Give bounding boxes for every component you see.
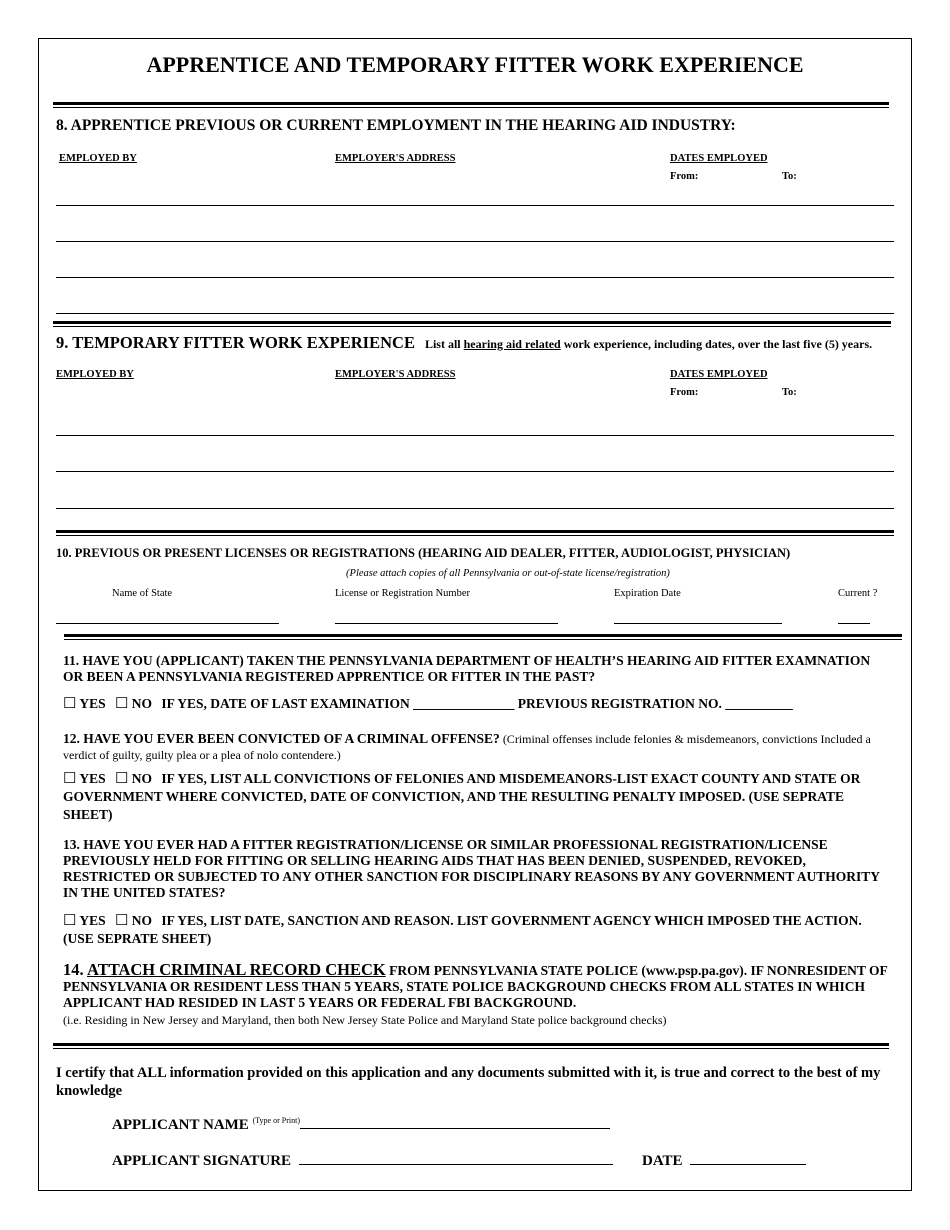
- section9-instruction-post: work experience, including dates, over the last five (5) years.: [560, 337, 873, 351]
- q14-heading: ATTACH CRIMINAL RECORD CHECK: [87, 960, 386, 979]
- applicant-name-field[interactable]: [300, 1116, 610, 1129]
- q13-yes-checkbox[interactable]: ☐: [63, 913, 77, 929]
- section9-col-address: EMPLOYER'S ADDRESS: [335, 369, 456, 380]
- applicant-signature-row: [112, 1152, 613, 1170]
- q11-yes-label: YES: [79, 696, 106, 711]
- q11-exam-date-field[interactable]: _______________: [413, 696, 515, 711]
- section-divider: [53, 321, 891, 327]
- section8-entry-line-3[interactable]: [56, 277, 894, 278]
- applicant-signature-field[interactable]: [299, 1152, 613, 1165]
- applicant-name-sublabel: (Type or Print): [252, 1116, 300, 1125]
- section9-col-employed-by: EMPLOYED BY: [56, 369, 134, 380]
- section9-entry-line-1[interactable]: [56, 435, 894, 436]
- section8-to-label: To:: [782, 171, 797, 182]
- q11-answer-row: [63, 694, 793, 713]
- section-divider: [53, 102, 889, 108]
- section9-to-label: To:: [782, 387, 797, 398]
- applicant-signature-label: APPLICANT SIGNATURE: [112, 1153, 292, 1169]
- date-field[interactable]: [690, 1152, 806, 1165]
- q11-no-checkbox[interactable]: ☐: [114, 696, 129, 712]
- section8-entry-line-2[interactable]: [56, 241, 894, 242]
- section10-col-current: Current ?: [838, 588, 878, 599]
- section-divider: [56, 530, 894, 536]
- q13-answer-row: [63, 912, 888, 948]
- q11-question: 11. HAVE YOU (APPLICANT) TAKEN THE PENNSYLVANIA DEPARTMENT OF HEALTH’S HEARING AID FITTER EXAMNATION OR BEEN A PENNSYLVANIA REGISTERED APPRENTICE OR FITTER IN THE PAST?: [63, 653, 871, 684]
- certification-statement: I certify that ALL information provided on this application and any documents submitted with it, is true and correct to the best of my knowledge: [56, 1065, 881, 1099]
- expiration-entry-line[interactable]: [614, 623, 782, 624]
- section8-col-dates: DATES EMPLOYED: [670, 153, 768, 164]
- q11-yes-checkbox[interactable]: ☐: [63, 696, 77, 712]
- section9-col-dates: DATES EMPLOYED: [670, 369, 768, 380]
- section10-col-license: License or Registration Number: [335, 588, 471, 599]
- section8-entry-line-1[interactable]: [56, 205, 894, 206]
- date-row: [642, 1152, 806, 1170]
- section9-heading: 9. TEMPORARY FITTER WORK EXPERIENCE: [56, 333, 415, 352]
- q11-prev-reg-field[interactable]: __________: [725, 696, 793, 711]
- section-divider: [64, 634, 902, 640]
- q12-question: [63, 731, 888, 763]
- section10-heading: 10. PREVIOUS OR PRESENT LICENSES OR REGISTRATIONS (HEARING AID DEALER, FITTER, AUDIOLOGIST, PHYSICIAN): [56, 546, 791, 560]
- q12-no-checkbox[interactable]: ☐: [114, 771, 129, 787]
- applicant-name-row: [112, 1116, 610, 1134]
- section8-col-address: EMPLOYER'S ADDRESS: [335, 153, 456, 164]
- section-divider: [53, 1043, 889, 1049]
- section10-col-expiration: Expiration Date: [614, 588, 681, 599]
- q14-number: 14.: [63, 960, 84, 979]
- section9-heading-row: [56, 333, 872, 353]
- date-label: DATE: [642, 1153, 683, 1169]
- q13-if-yes: IF YES, LIST DATE, SANCTION AND REASON. LIST GOVERNMENT AGENCY WHICH IMPOSED THE ACTION. (USE SEPRATE SHEET): [63, 913, 862, 946]
- license-entry-line[interactable]: [335, 623, 558, 624]
- q12-if-yes: IF YES, LIST ALL CONVICTIONS OF FELONIES AND MISDEMEANORS-LIST EXACT COUNTY AND STATE OR GOVERNMENT WHERE CONVICTED, DATE OF CONVICTION, AND THE RESULTING PENALTY IMPOSED. (USE SEPRATE SHEET): [63, 771, 861, 822]
- q11-prev-reg-label: PREVIOUS REGISTRATION NO.: [517, 696, 722, 711]
- section9-instruction-pre: List all: [424, 337, 464, 351]
- section9-instruction-underlined: hearing aid related: [463, 337, 561, 351]
- q13-question: 13. HAVE YOU EVER HAD A FITTER REGISTRATION/LICENSE OR SIMILAR PROFESSIONAL REGISTRATION/LICENSE PREVIOUSLY HELD FOR FITTING OR SELLING HEARING AIDS THAT HAS BEEN DENIED, SUSPENDED, REVOKED, RESTRICTED OR SUBJECTED TO ANY OTHER SANCTION FOR DISCIPLINARY REASONS BY ANY GOVERNMENT AUTHORITY IN THE UNITED STATES?: [63, 837, 880, 900]
- q14-example: (i.e. Residing in New Jersey and Maryland, then both New Jersey State Police and Maryland State police background checks): [63, 1013, 667, 1027]
- page-title: APPRENTICE AND TEMPORARY FITTER WORK EXPERIENCE: [146, 52, 804, 77]
- section9-entry-line-2[interactable]: [56, 471, 894, 472]
- section9-instruction: [425, 337, 872, 351]
- q11-if-yes: IF YES, DATE OF LAST EXAMINATION: [161, 696, 410, 711]
- q12-yes-label: YES: [79, 771, 106, 786]
- q12-question-bold: 12. HAVE YOU EVER BEEN CONVICTED OF A CRIMINAL OFFENSE?: [63, 731, 500, 746]
- q14-statement: [63, 962, 888, 1011]
- q12-yes-checkbox[interactable]: ☐: [63, 771, 77, 787]
- section9-entry-line-3[interactable]: [56, 508, 894, 509]
- q13-no-checkbox[interactable]: ☐: [114, 913, 129, 929]
- section8-from-label: From:: [670, 171, 699, 182]
- q12-answer-row: [63, 770, 888, 824]
- section8-col-employed-by: EMPLOYED BY: [59, 153, 137, 164]
- section10-note: (Please attach copies of all Pennsylvania or out-of-state license/registration): [346, 568, 670, 579]
- q11-no-label: NO: [131, 696, 153, 711]
- section9-from-label: From:: [670, 387, 699, 398]
- state-entry-line[interactable]: [56, 623, 279, 624]
- q12-no-label: NO: [131, 771, 153, 786]
- section8-entry-line-4[interactable]: [56, 313, 894, 314]
- current-entry-line[interactable]: [838, 623, 870, 624]
- q13-no-label: NO: [131, 913, 153, 928]
- section8-heading: 8. APPRENTICE PREVIOUS OR CURRENT EMPLOYMENT IN THE HEARING AID INDUSTRY:: [56, 117, 736, 134]
- section10-col-state: Name of State: [112, 588, 173, 599]
- applicant-name-label: APPLICANT NAME: [112, 1117, 249, 1133]
- q12-question-note: (Criminal offenses include felonies & misdemeanors, convictions Included a verdict of guilty, guilty plea or a plea of nolo contendere.): [63, 732, 871, 762]
- q14-text: FROM PENNSYLVANIA STATE POLICE (www.psp.pa.gov). IF NONRESIDENT OF PENNSYLVANIA OR RESIDENT LESS THAN 5 YEARS, STATE POLICE BACKGROUND CHECKS FROM ALL STATES IN WHICH APPLICANT HAD RESIDED IN LAST 5 YEARS OR FEDERAL FBI BACKGROUND.: [63, 963, 888, 1010]
- q13-yes-label: YES: [79, 913, 106, 928]
